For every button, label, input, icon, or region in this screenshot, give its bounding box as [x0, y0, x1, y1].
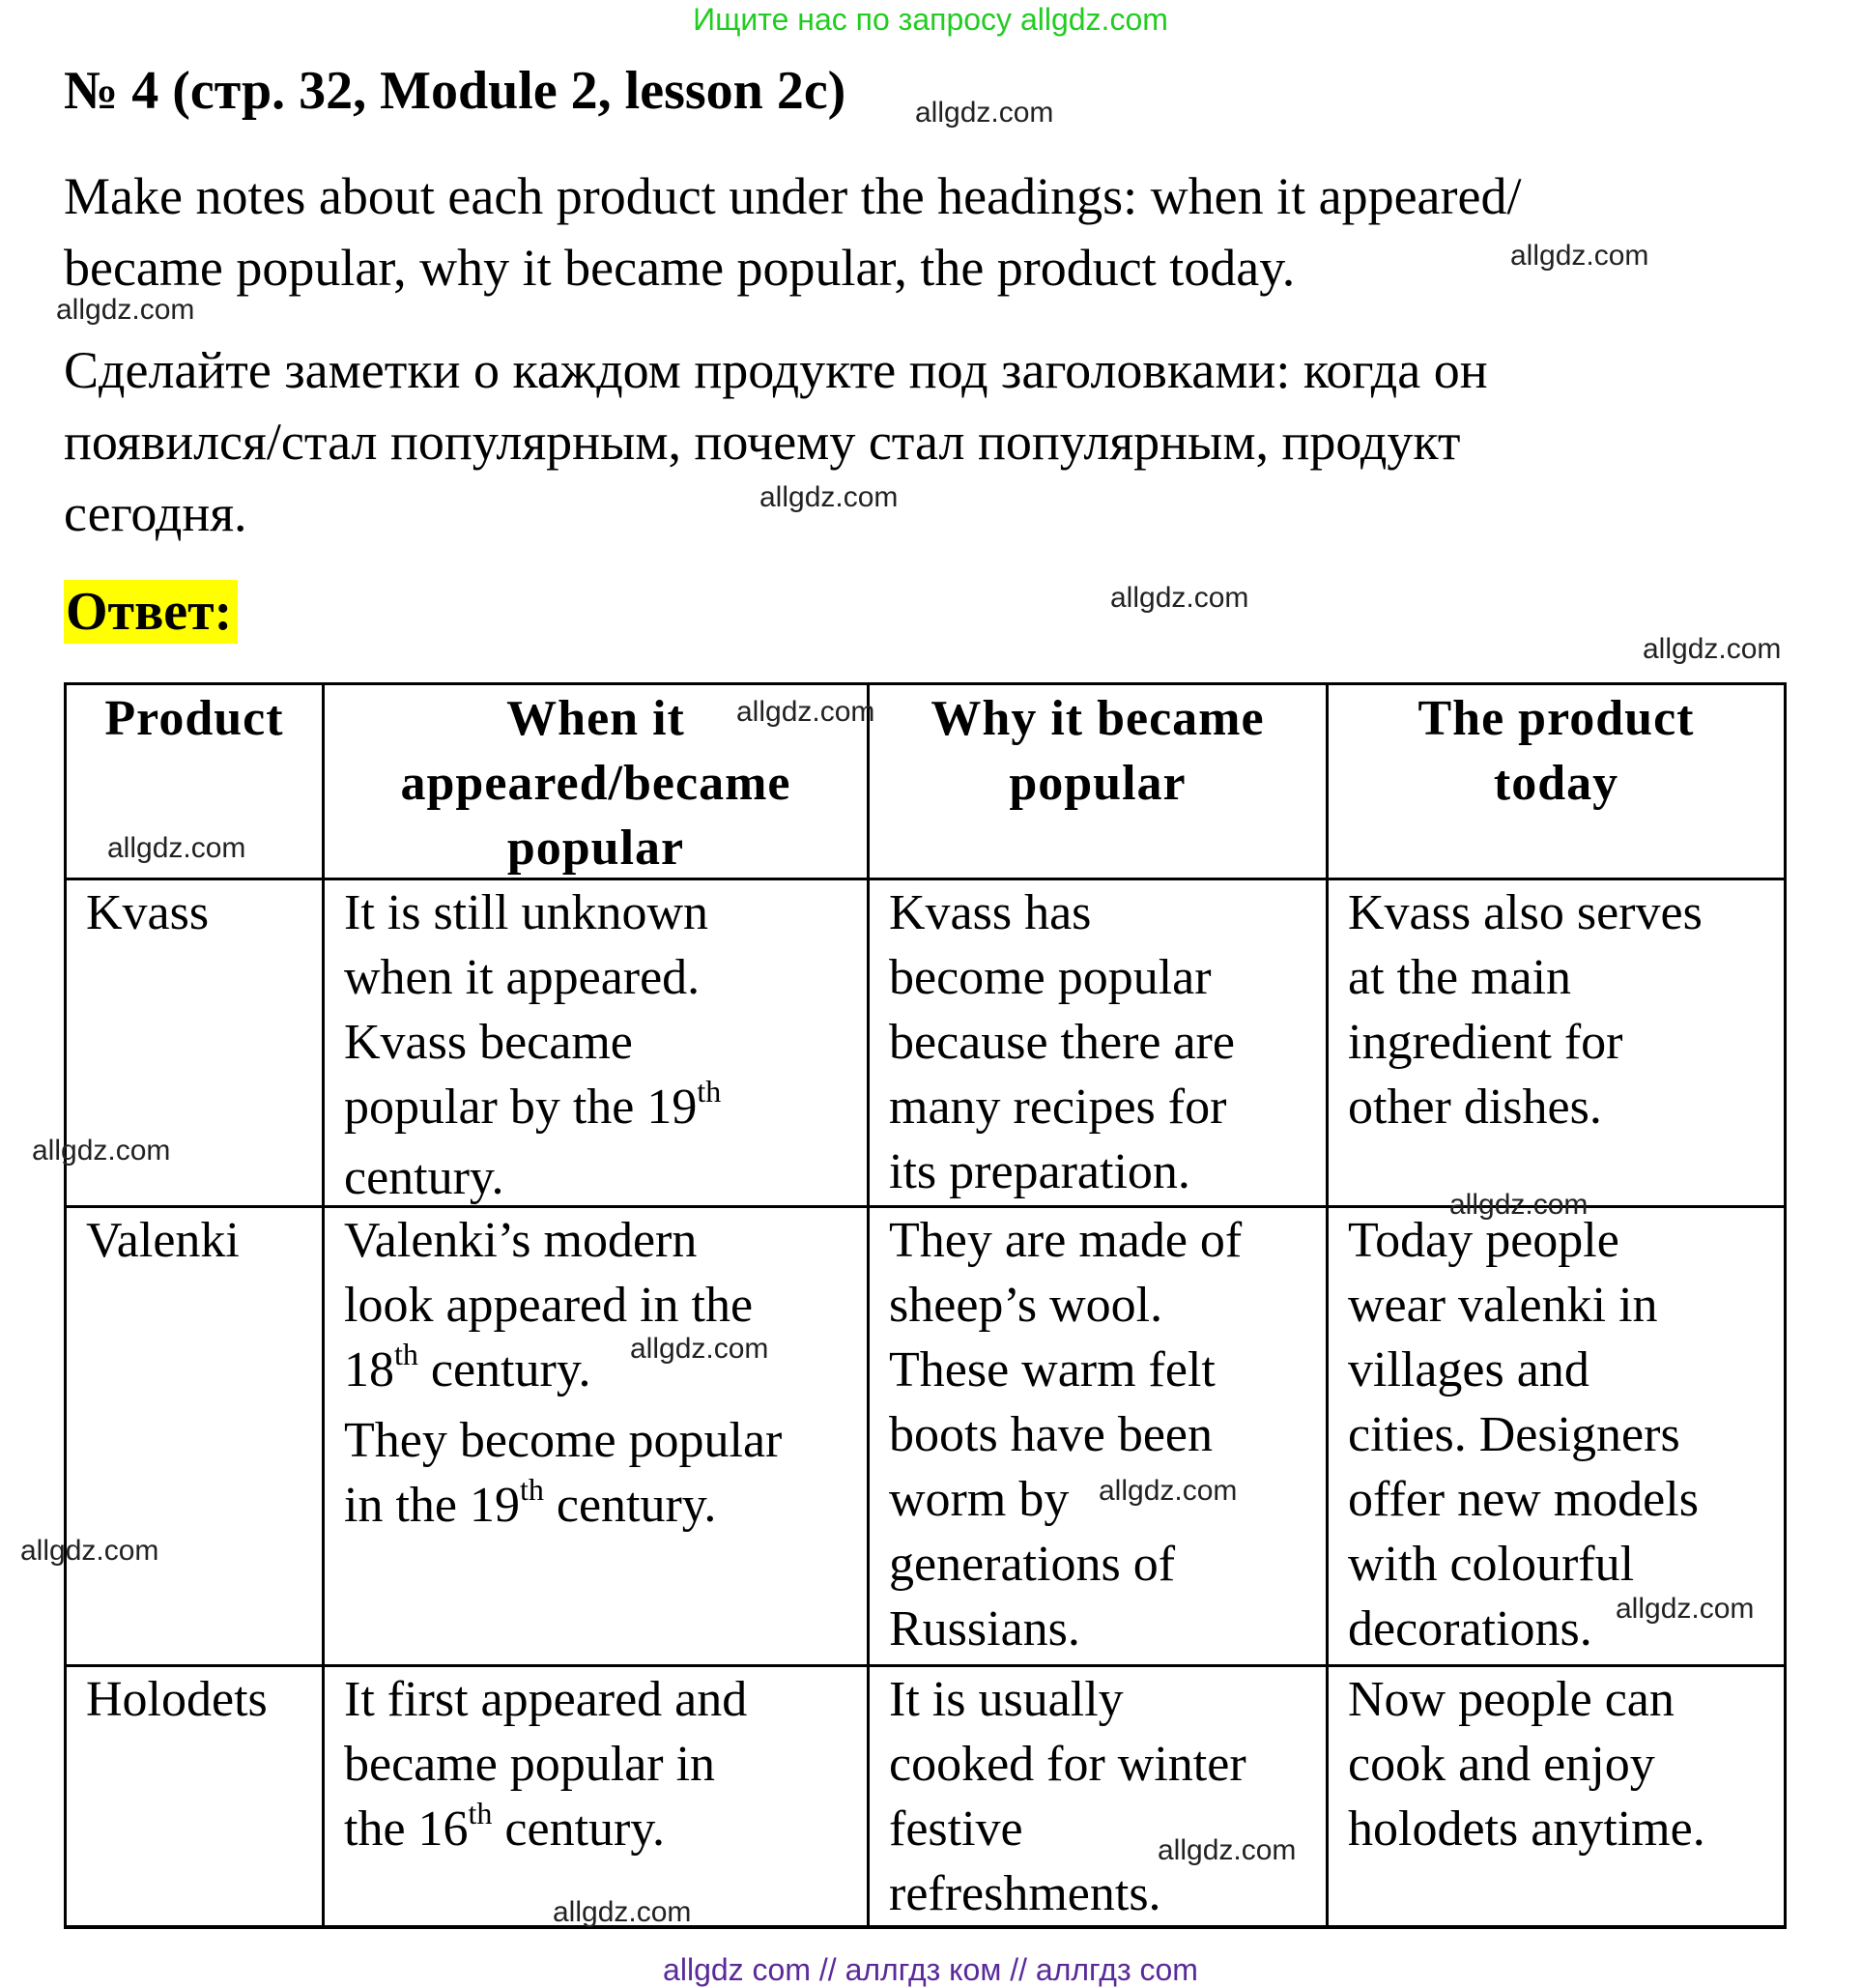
cell-text: century.	[492, 1801, 665, 1857]
watermark: allgdz.com	[20, 1535, 159, 1567]
cell-text-line: look appeared in the	[344, 1278, 754, 1333]
cell-text-line: with colourful	[1348, 1537, 1635, 1592]
cell-text-line: Valenki	[86, 1213, 240, 1268]
header-text-line: Product	[104, 691, 284, 746]
cell-text-line: It is usually	[889, 1672, 1124, 1727]
cell-text-line: become popular	[889, 950, 1212, 1005]
table-cell	[344, 1667, 747, 1867]
table-cell	[1348, 1667, 1705, 1861]
cell-text-line: ingredient for	[1348, 1015, 1623, 1070]
answer-label: Ответ:	[64, 580, 238, 644]
instruction-en-line: Make notes about each product under the headings: when it appeared/	[64, 167, 1522, 225]
cell-text: the 16	[344, 1801, 469, 1857]
cell-text: popular by the 19	[344, 1080, 698, 1135]
cell-text-line: cities. Designers	[1348, 1407, 1680, 1462]
header-text-line: When it	[506, 691, 685, 746]
cell-text-line: It is still unknown	[344, 885, 709, 940]
instruction-ru-line: появился/стал популярным, почему стал популярным, продукт	[64, 413, 1461, 471]
watermark: allgdz.com	[759, 481, 899, 513]
cell-text-line: century.	[344, 1150, 504, 1205]
watermark: allgdz.com	[915, 97, 1054, 129]
answer-table	[64, 682, 1787, 1929]
watermark: allgdz.com	[1449, 1189, 1589, 1221]
watermark: allgdz.com	[1110, 582, 1249, 614]
cell-text-line: villages and	[1348, 1342, 1589, 1397]
cell-text-line: Kvass has	[889, 885, 1092, 940]
cell-text-line: Russians.	[889, 1601, 1080, 1657]
cell-text-line: holodets anytime.	[1348, 1801, 1705, 1857]
header-text-line: today	[1493, 756, 1619, 811]
watermark: allgdz.com	[1616, 1593, 1755, 1625]
product-name-cell	[86, 880, 209, 945]
cell-text-line: They are made of	[889, 1213, 1243, 1268]
watermark: allgdz.com	[1643, 633, 1782, 665]
watermark: allgdz.com	[107, 832, 246, 864]
table-cell	[1348, 880, 1703, 1139]
cell-text-line: became popular in	[344, 1737, 716, 1792]
cell-text-line: Kvass also serves	[1348, 885, 1703, 940]
cell-text: 18	[344, 1342, 394, 1397]
ordinal-suffix: th	[697, 1074, 722, 1109]
product-name-cell	[86, 1208, 240, 1273]
cell-text-line: other dishes.	[1348, 1080, 1602, 1135]
watermark: allgdz.com	[1510, 240, 1649, 272]
table-border	[867, 682, 870, 1929]
cell-text-line: refreshments.	[889, 1866, 1161, 1921]
instruction-ru-line: Сделайте заметки о каждом продукте под заголовками: когда он	[64, 341, 1488, 399]
top-banner: Ищите нас по запросу allgdz.com	[693, 2, 1168, 37]
cell-text-line: generations of	[889, 1537, 1176, 1592]
cell-text-line	[344, 1075, 721, 1145]
cell-text-line: boots have been	[889, 1407, 1214, 1462]
table-border	[1784, 682, 1787, 1929]
cell-text-line: festive	[889, 1801, 1023, 1857]
cell-text-line: Now people can	[1348, 1672, 1675, 1727]
product-name-cell	[86, 1667, 268, 1732]
cell-text-line: Kvass	[86, 885, 210, 940]
watermark: allgdz.com	[1099, 1475, 1238, 1507]
table-cell	[344, 880, 721, 1210]
ordinal-suffix: th	[519, 1472, 544, 1507]
header-text-line: appeared/became	[400, 756, 791, 811]
table-border	[64, 682, 67, 1929]
cell-text-line	[344, 1473, 782, 1543]
cell-text-line: These warm felt	[889, 1342, 1216, 1397]
header-cell	[870, 686, 1326, 816]
instruction-en-line: became popular, why it became popular, the product today.	[64, 239, 1296, 297]
cell-text-line: sheep’s wool.	[889, 1278, 1163, 1333]
header-text-line: Why it became	[930, 691, 1265, 746]
cell-text-line: wear valenki in	[1348, 1278, 1658, 1333]
cell-text: in the 19	[344, 1478, 520, 1533]
ordinal-suffix: th	[468, 1796, 493, 1830]
cell-text-line: Holodets	[86, 1672, 268, 1727]
cell-text-line: cook and enjoy	[1348, 1737, 1655, 1792]
cell-text-line: It first appeared and	[344, 1672, 748, 1727]
header-cell	[67, 686, 322, 751]
watermark: allgdz.com	[1158, 1834, 1297, 1866]
cell-text-line: worm by	[889, 1472, 1070, 1527]
watermark: allgdz.com	[32, 1135, 171, 1167]
cell-text-line	[344, 1797, 747, 1867]
table-cell	[344, 1208, 782, 1543]
watermark: allgdz.com	[56, 294, 195, 326]
cell-text-line: Kvass became	[344, 1015, 633, 1070]
cell-text: century.	[417, 1342, 591, 1397]
cell-text-line: Valenki’s modern	[344, 1213, 698, 1268]
watermark: allgdz.com	[553, 1896, 692, 1928]
cell-text-line: Today people	[1348, 1213, 1619, 1268]
exercise-title: № 4 (стр. 32, Module 2, lesson 2c)	[64, 61, 846, 121]
cell-text-line: when it appeared.	[344, 950, 701, 1005]
watermark: allgdz.com	[630, 1333, 769, 1365]
cell-text-line: They become popular	[344, 1413, 783, 1468]
cell-text-line: because there are	[889, 1015, 1235, 1070]
header-text-line: popular	[506, 821, 685, 876]
table-cell	[889, 880, 1235, 1204]
table-border	[1326, 682, 1329, 1929]
instruction-ru-line: сегодня.	[64, 484, 247, 542]
cell-text-line: many recipes for	[889, 1080, 1227, 1135]
header-text-line: The product	[1417, 691, 1695, 746]
cell-text-line: offer new models	[1348, 1472, 1699, 1527]
cell-text-line: at the main	[1348, 950, 1572, 1005]
table-cell	[889, 1667, 1246, 1926]
table-cell	[889, 1208, 1242, 1661]
cell-text-line: its preparation.	[889, 1144, 1190, 1199]
header-cell	[1329, 686, 1784, 816]
cell-text: century.	[543, 1478, 717, 1533]
ordinal-suffix: th	[394, 1337, 418, 1371]
watermark: allgdz.com	[736, 696, 875, 728]
header-text-line: popular	[1009, 756, 1187, 811]
cell-text-line: decorations.	[1348, 1601, 1592, 1657]
cell-text-line: cooked for winter	[889, 1737, 1246, 1792]
footer-watermark: allgdz com // аллгдз ком // аллгдз com	[663, 1952, 1198, 1987]
